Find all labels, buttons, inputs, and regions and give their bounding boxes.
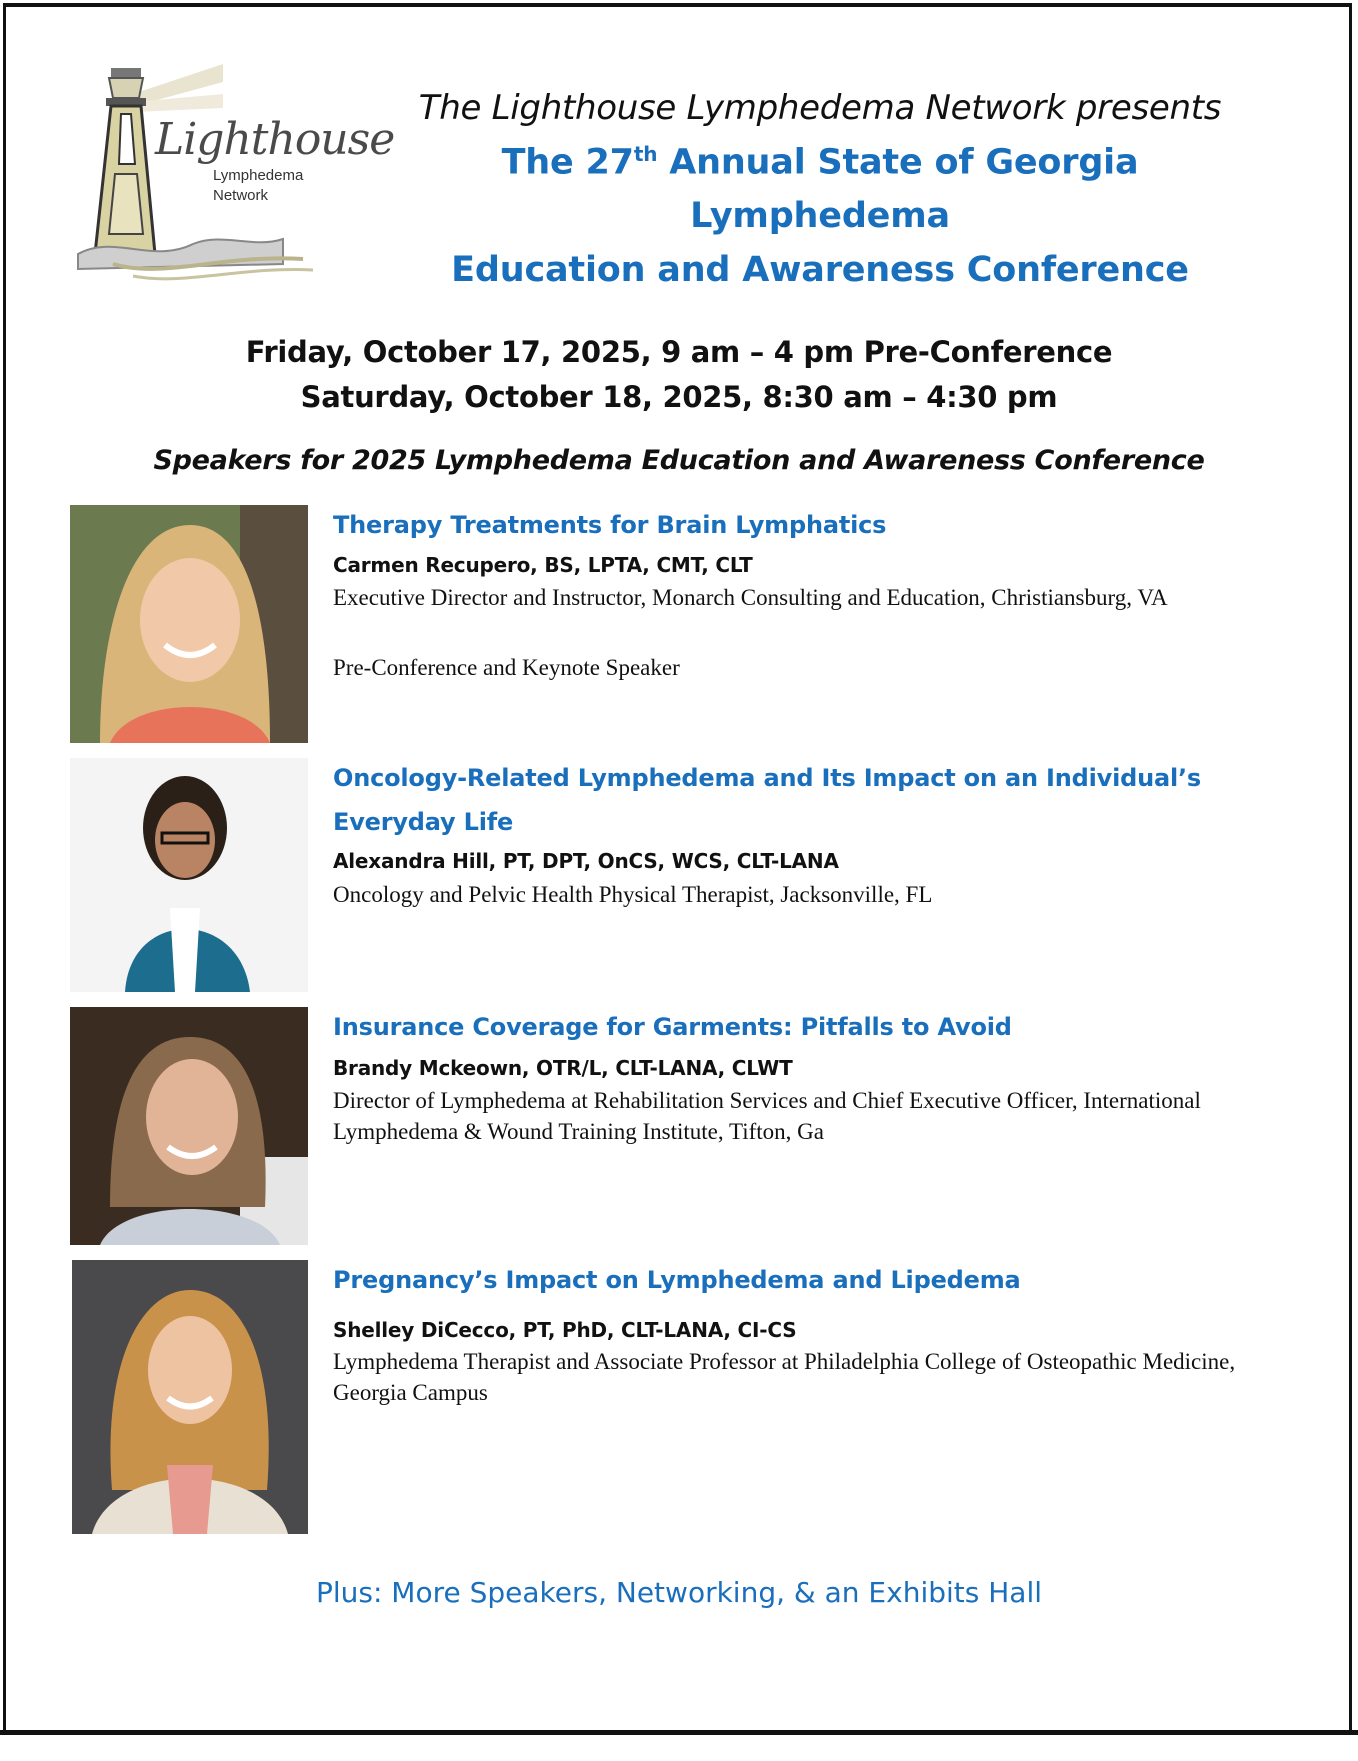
talk-title-2: Oncology-Related Lymphedema and Its Impact on an Individual’s Everyday Life xyxy=(333,764,1202,836)
talk-title-4: Pregnancy’s Impact on Lymphedema and Lipedema xyxy=(333,1266,1021,1294)
conference-title-line2: Lymphedema xyxy=(690,196,950,236)
date-friday: Friday, October 17, 2025, 9 am – 4 pm Pre-Conference xyxy=(245,335,1113,369)
logo-wordmark: Lighthouse xyxy=(155,114,395,165)
conference-title-line3: Education and Awareness Conference xyxy=(451,250,1189,290)
speakers-heading: Speakers for 2025 Lymphedema Education and Awareness Conference xyxy=(153,445,1205,476)
speaker-role-1: Pre-Conference and Keynote Speaker xyxy=(333,655,680,680)
bottom-rule xyxy=(0,1730,1358,1735)
speaker-affiliation-2: Oncology and Pelvic Health Physical Therapist, Jacksonville, FL xyxy=(333,882,933,907)
lighthouse-logo xyxy=(73,54,395,286)
title-suffix: Annual State of Georgia xyxy=(657,142,1139,183)
talk-title-3: Insurance Coverage for Garments: Pitfalls to Avoid xyxy=(333,1013,1012,1041)
speaker-affiliation-1: Executive Director and Instructor, Monarch Consulting and Education, Christiansburg, VA xyxy=(333,585,1168,610)
title-ordinal-suffix: th xyxy=(633,142,658,166)
speaker-affiliation-3: Director of Lymphedema at Rehabilitation Services and Chief Executive Officer, International Lymphedema & Wound Training Institute, Tifton, Ga xyxy=(333,1088,1201,1144)
speaker-photo-2 xyxy=(70,758,308,992)
speaker-name-4: Shelley DiCecco, PT, PhD, CLT-LANA, CI-CS xyxy=(333,1318,797,1342)
speaker-name-3: Brandy Mckeown, OTR/L, CLT-LANA, CLWT xyxy=(333,1056,793,1080)
speaker-name-1: Carmen Recupero, BS, LPTA, CMT, CLT xyxy=(333,553,753,577)
talk-title-1: Therapy Treatments for Brain Lymphatics xyxy=(333,511,887,539)
speaker-photo-4 xyxy=(72,1260,308,1534)
logo-subtitle-line1: Lymphedema xyxy=(213,167,304,184)
speaker-photo-3 xyxy=(70,1007,308,1245)
speaker-affiliation-4: Lymphedema Therapist and Associate Professor at Philadelphia College of Osteopathic Medicine, Georgia Campus xyxy=(333,1349,1236,1405)
speaker-name-2: Alexandra Hill, PT, DPT, OnCS, WCS, CLT-LANA xyxy=(333,849,839,873)
conference-title-line1 xyxy=(340,142,1300,183)
logo-subtitle-line2: Network xyxy=(213,187,269,204)
date-saturday: Saturday, October 18, 2025, 8:30 am – 4:30 pm xyxy=(300,380,1058,414)
title-prefix: The 27 xyxy=(501,142,634,183)
footer-note: Plus: More Speakers, Networking, & an Exhibits Hall xyxy=(315,1576,1043,1609)
speaker-photo-1 xyxy=(70,505,308,743)
presenter-line: The Lighthouse Lymphedema Network presents xyxy=(418,88,1222,128)
